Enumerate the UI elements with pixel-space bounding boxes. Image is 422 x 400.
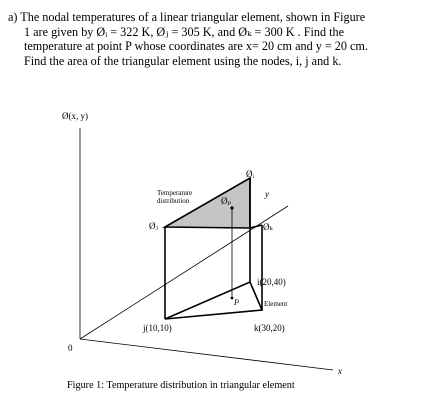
node-k-label: k(30,20) [254, 323, 285, 333]
x-axis [80, 339, 333, 370]
question-line-1: a) The nodal temperatures of a linear triangular element, shown in Figure [8, 10, 366, 24]
triangular-element [165, 282, 262, 319]
y-axis-label: y [265, 189, 269, 199]
phi-k-label: Øₖ [263, 222, 273, 232]
phi-p-label: Øₚ [221, 196, 232, 206]
phi-i-label: Øᵢ [246, 169, 254, 179]
point-p [231, 297, 234, 300]
phi-j-label: Øⱼ [149, 221, 158, 231]
question-line-4: Find the area of the triangular element using the nodes, i, j and k. [24, 53, 342, 68]
surface-top-edge [250, 225, 262, 228]
x-axis-label: x [338, 366, 342, 376]
phi-axis-label: Ø(x, y) [62, 111, 88, 121]
question-line-3: temperature at point P whose coordinates are x= 20 cm and y = 20 cm. [24, 39, 368, 54]
element-label: Element [264, 300, 288, 308]
node-j-label: j(10,10) [143, 323, 172, 333]
surface-label-line-1: Temperature [157, 189, 193, 197]
origin-label: 0 [68, 343, 73, 353]
figure-caption: Figure 1: Temperature distribution in triangular element [67, 380, 295, 391]
point-p-label: P [234, 298, 239, 307]
node-i-label: i(20,40) [257, 277, 286, 287]
surface-label-line-2: distribution [157, 197, 190, 205]
question-line-2: 1 are given by Øᵢ = 322 K, Øⱼ = 305 K, and Øₖ = 300 K . Find the [24, 24, 345, 39]
point-p-surface [230, 206, 233, 209]
